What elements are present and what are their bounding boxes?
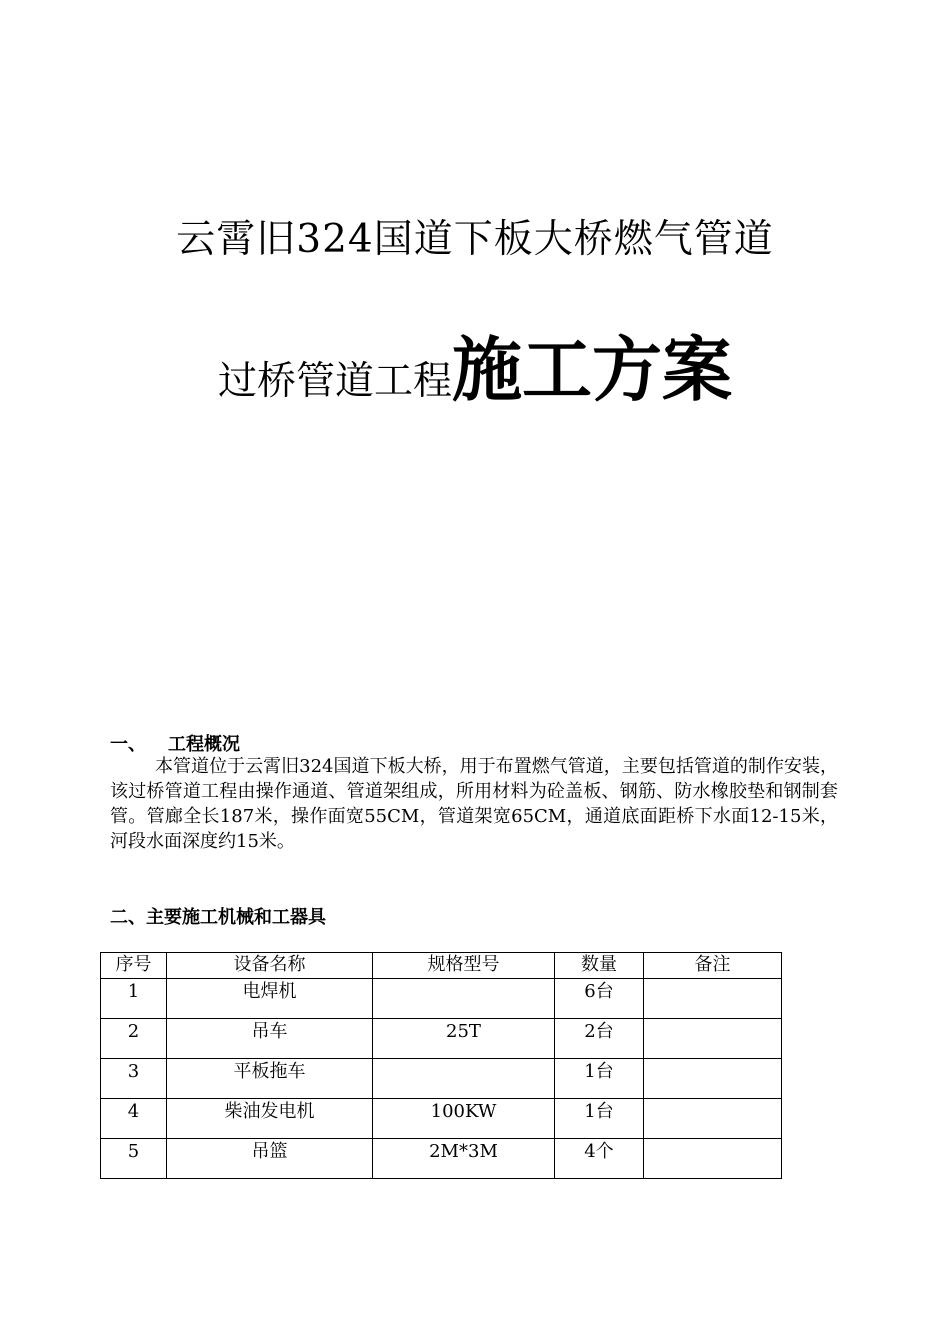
cell-remarks xyxy=(644,979,782,1019)
table-header-row xyxy=(101,953,782,979)
cell-quantity: 2台 xyxy=(555,1019,644,1059)
title-line-2-bold: 施工方案 xyxy=(452,329,732,411)
cell-name: 电焊机 xyxy=(167,979,373,1019)
table-row xyxy=(101,979,782,1019)
cell-name: 吊篮 xyxy=(167,1139,373,1179)
header-index: 序号 xyxy=(101,953,167,979)
header-spec: 规格型号 xyxy=(373,953,555,979)
table-row xyxy=(101,1059,782,1099)
cell-spec: 100KW xyxy=(373,1099,555,1139)
cell-index: 3 xyxy=(101,1059,167,1099)
title-line-2 xyxy=(0,325,950,434)
cell-index: 4 xyxy=(101,1099,167,1139)
header-name: 设备名称 xyxy=(167,953,373,979)
cell-spec: 25T xyxy=(373,1019,555,1059)
equipment-table xyxy=(100,952,782,1179)
section-1-body: 本管道位于云霄旧324国道下板大桥，用于布置燃气管道，主要包括管道的制作安装，该过桥管道工程由操作通道、管道架组成，所用材料为砼盖板、钢筋、防水橡胶垫和钢制套管。管廊全长187米，操作面宽55CM，管道架宽65CM，通道底面距桥下水面12-15米，河段水面深度约15米。 xyxy=(110,756,838,852)
cell-index: 5 xyxy=(101,1139,167,1179)
header-remarks: 备注 xyxy=(644,953,782,979)
cell-index: 2 xyxy=(101,1019,167,1059)
cell-quantity: 4个 xyxy=(555,1139,644,1179)
cell-remarks xyxy=(644,1099,782,1139)
section-1-heading xyxy=(110,730,240,756)
cell-spec xyxy=(373,979,555,1019)
table-row xyxy=(101,1139,782,1179)
cell-spec: 2M*3M xyxy=(373,1139,555,1179)
cell-quantity: 1台 xyxy=(555,1099,644,1139)
cell-spec xyxy=(373,1059,555,1099)
cell-name: 平板拖车 xyxy=(167,1059,373,1099)
title-line-2-plain: 过桥管道工程 xyxy=(217,359,452,404)
cell-index: 1 xyxy=(101,979,167,1019)
section-2-heading: 二、主要施工机械和工器具 xyxy=(110,907,326,928)
section-1-number: 一、 xyxy=(110,734,146,755)
cell-name: 吊车 xyxy=(167,1019,373,1059)
cell-remarks xyxy=(644,1139,782,1179)
table-row xyxy=(101,1019,782,1059)
cell-name: 柴油发电机 xyxy=(167,1099,373,1139)
header-quantity: 数量 xyxy=(555,953,644,979)
cell-remarks xyxy=(644,1019,782,1059)
section-1-title: 工程概况 xyxy=(168,734,240,755)
section-1-paragraph xyxy=(110,754,838,854)
cell-quantity: 6台 xyxy=(555,979,644,1019)
title-line-1: 云霄旧324国道下板大桥燃气管道 xyxy=(176,217,774,262)
table-row xyxy=(101,1099,782,1139)
cell-quantity: 1台 xyxy=(555,1059,644,1099)
cell-remarks xyxy=(644,1059,782,1099)
